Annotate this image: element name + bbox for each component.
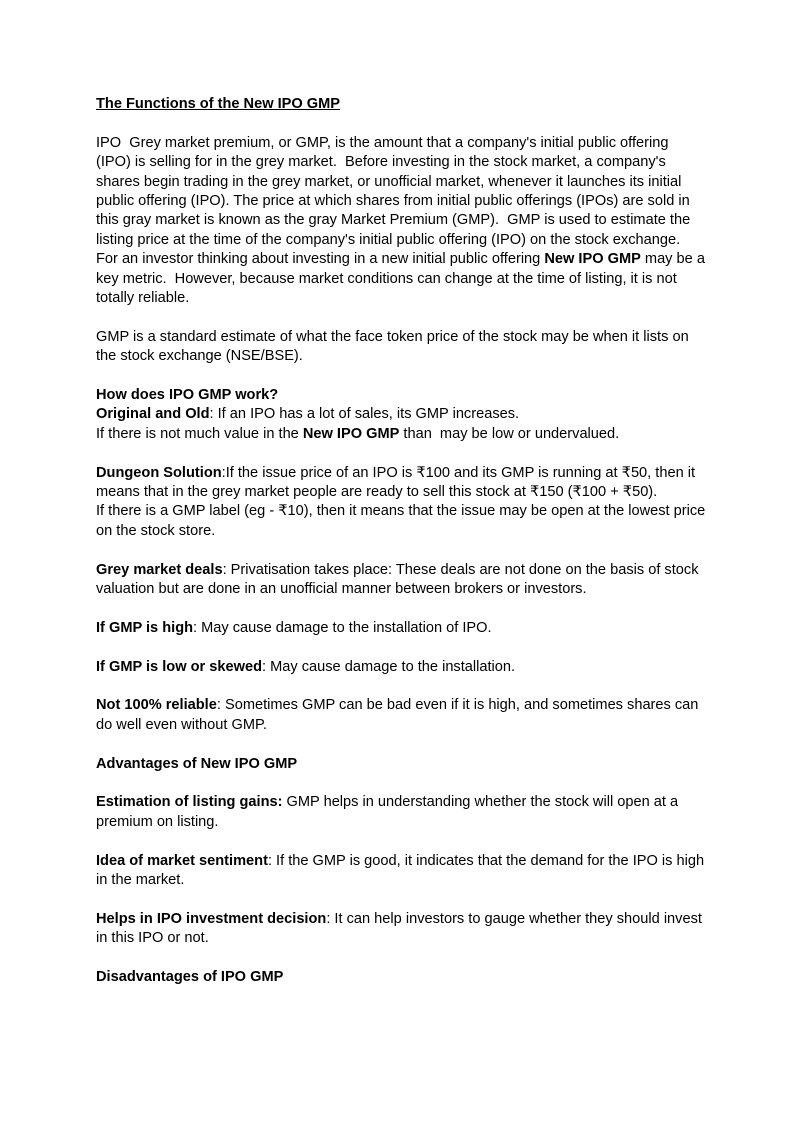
- document-title: The Functions of the New IPO GMP: [96, 96, 341, 112]
- estimation-label: Estimation of listing gains:: [96, 794, 283, 811]
- disadvantages-heading-text: Disadvantages of IPO GMP: [96, 969, 284, 986]
- original-text: : If an IPO has a lot of sales, its GMP increases.: [209, 406, 520, 423]
- original-label: Original and Old: [96, 406, 210, 423]
- how-heading: [96, 386, 706, 405]
- low-paragraph: [96, 658, 706, 677]
- undervalued-text: If there is not much value in the: [96, 425, 303, 442]
- intro-text: IPO Grey market premium, or GMP, is the amount that a company's initial public offering (IPO) is selling for in the grey market. Before investing in the stock market, a company's shares begin trading in the grey market, or unofficial market, whenever it launches its initial public offering (IPO). The price at which shares from initial public offerings (IPOs) are sold in this gray market is known as the gray Market Premium (GMP). GMP is used to estimate the listing price at the time of the company's initial public offering (IPO) on the stock exchange. For an investor thinking about investing in a new initial public offering: [96, 134, 695, 268]
- undervalued-text-end: than may be low or undervalued.: [399, 425, 620, 442]
- reliable-paragraph: [96, 696, 706, 735]
- undervalued-bold-term: New IPO GMP: [302, 425, 400, 442]
- decision-paragraph: [96, 910, 706, 949]
- reliable-label: Not 100% reliable: [96, 697, 217, 714]
- estimation-text: GMP helps in understanding whether the stock will open at a premium on listing.: [96, 794, 683, 830]
- reliable-text: : Sometimes GMP can be bad even if it is high, and sometimes shares can do well even without GMP.: [96, 697, 703, 733]
- deals-text: : Privatisation takes place: These deals are not done on the basis of stock valuation but are done in an unofficial manner between brokers or investors.: [96, 561, 703, 598]
- intro-text-end: may be a key metric. However, because market conditions can change at the time of listing, it is not totally reliable.: [96, 251, 710, 307]
- document-body: [96, 95, 710, 987]
- advantages-heading-text: Advantages of New IPO GMP: [96, 755, 298, 772]
- low-text: : May cause damage to the installation.: [261, 658, 516, 675]
- advantages-heading: [96, 755, 706, 774]
- gmp-label-paragraph: If there is a GMP label (eg - ₹10), then it means that the issue may be open at the lowest price on the stock store.: [96, 503, 710, 539]
- standard-estimate-paragraph: GMP is a standard estimate of what the face token price of the stock may be when it lists on the stock exchange (NSE/BSE).: [96, 328, 693, 365]
- sentiment-label: Idea of market sentiment: [96, 852, 268, 869]
- original-paragraph: [96, 405, 706, 424]
- decision-label: Helps in IPO investment decision: [96, 910, 327, 927]
- sentiment-paragraph: [96, 852, 709, 891]
- sentiment-text: : If the GMP is good, it indicates that the demand for the IPO is high in the market.: [96, 852, 709, 889]
- dungeon-text: :If the issue price of an IPO is ₹100 and its GMP is running at ₹50, then it means that in the grey market people are ready to sell this stock at ₹150 (₹100 + ₹50).: [96, 464, 700, 501]
- dungeon-label: Dungeon Solution: [96, 464, 222, 481]
- high-text: : May cause damage to the installation of IPO.: [193, 619, 492, 636]
- intro-bold-term: New IPO GMP: [544, 251, 641, 268]
- high-paragraph: [96, 619, 706, 638]
- high-label: If GMP is high: [96, 619, 194, 636]
- disadvantages-heading: [96, 968, 706, 987]
- deals-label: Grey market deals: [96, 561, 223, 578]
- estimation-paragraph: [96, 793, 706, 832]
- deals-paragraph: [96, 561, 706, 600]
- decision-text: : It can help investors to gauge whether they should invest in this IPO or not.: [96, 910, 707, 947]
- how-heading-text: How does IPO GMP work?: [96, 387, 279, 404]
- low-label: If GMP is low or skewed: [96, 658, 262, 675]
- undervalued-paragraph: [96, 425, 706, 444]
- dungeon-paragraph: [96, 464, 706, 503]
- intro-paragraph: [96, 134, 710, 309]
